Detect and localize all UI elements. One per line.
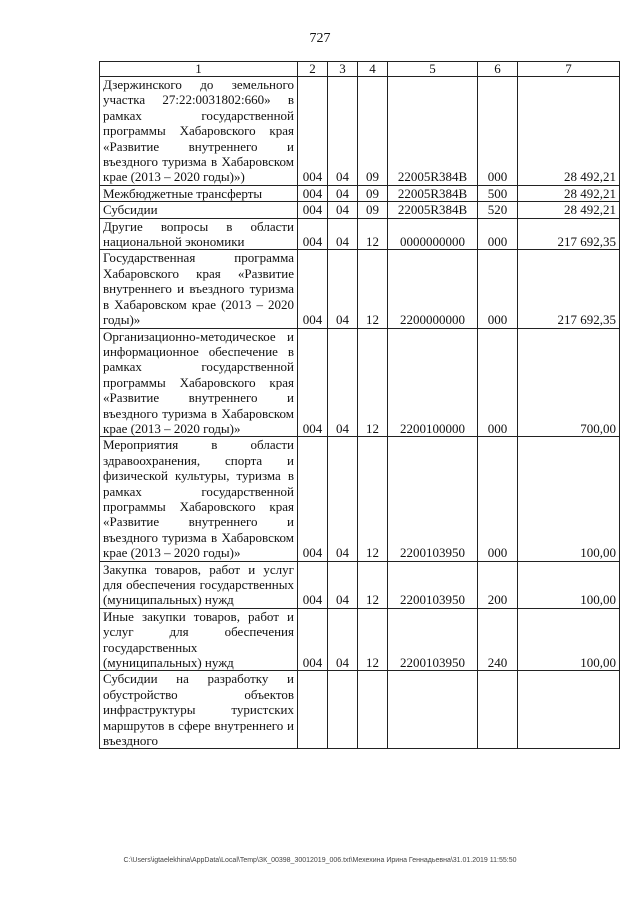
column-header: 4 [358,62,388,77]
row-name: Мероприятия в области здравоохранения, спорта и физической культуры, туризма в рамках государственной программы Хабаровского края «Развитие внутреннего и въездного туризма в Хабаровском крае (2013 – 2020 годы)» [100,437,298,561]
expense-type-code: 520 [478,202,518,218]
table-header-row [100,62,620,77]
amount: 217 692,35 [518,218,620,250]
table-row [100,202,620,218]
subsection-code: 12 [358,437,388,561]
ministry-code: 004 [298,437,328,561]
row-name: Дзержинского до земельного участка 27:22:0031802:660» в рамках государственной программы Хабаровского края «Развитие внутреннего и въездного туризма в Хабаровском крае (2013 – 2020 годы)») [100,77,298,186]
column-header: 5 [388,62,478,77]
target-article-code: 22005R384B [388,202,478,218]
section-code: 04 [328,185,358,201]
table-row [100,608,620,671]
section-code: 04 [328,77,358,186]
column-header: 2 [298,62,328,77]
ministry-code: 004 [298,608,328,671]
table-row [100,77,620,186]
document-footer: C:\Users\igtaelekhina\AppData\Local\Temp\ЗК_00398_30012019_006.txt\Мехехина Ирина Геннадьевна\31.01.2019 11:55:50 [123,857,517,864]
expense-type-code: 240 [478,608,518,671]
ministry-code [298,671,328,749]
amount: 700,00 [518,328,620,437]
section-code [328,671,358,749]
row-name: Закупка товаров, работ и услуг для обеспечения государственных (муниципальных) нужд [100,561,298,608]
section-code: 04 [328,437,358,561]
expense-type-code: 200 [478,561,518,608]
subsection-code: 12 [358,328,388,437]
amount: 28 492,21 [518,202,620,218]
page-number: 727 [309,31,331,46]
ministry-code: 004 [298,77,328,186]
row-name: Иные закупки товаров, работ и услуг для обеспечения государственных (муниципальных) нужд [100,608,298,671]
table-row [100,437,620,561]
target-article-code: 2200000000 [388,250,478,328]
ministry-code: 004 [298,328,328,437]
amount: 28 492,21 [518,77,620,186]
target-article-code: 2200100000 [388,328,478,437]
table-row [100,218,620,250]
amount: 217 692,35 [518,250,620,328]
amount: 100,00 [518,437,620,561]
row-name: Организационно-методическое и информационное обеспечение в рамках государственной программы Хабаровского края «Развитие внутреннего и въездного туризма в Хабаровском крае (2013 – 2020 годы)» [100,328,298,437]
target-article-code: 2200103950 [388,561,478,608]
table-row [100,561,620,608]
row-name: Другие вопросы в области национальной экономики [100,218,298,250]
subsection-code: 12 [358,608,388,671]
subsection-code: 09 [358,77,388,186]
ministry-code: 004 [298,250,328,328]
target-article-code: 2200103950 [388,608,478,671]
ministry-code: 004 [298,561,328,608]
expense-type-code: 000 [478,250,518,328]
column-header: 1 [100,62,298,77]
table-row [100,671,620,749]
section-code: 04 [328,328,358,437]
table-row [100,250,620,328]
section-code: 04 [328,250,358,328]
amount: 100,00 [518,561,620,608]
section-code: 04 [328,202,358,218]
row-name: Государственная программа Хабаровского края «Развитие внутреннего и въездного туризма в Хабаровском крае (2013 – 2020 годы)» [100,250,298,328]
section-code: 04 [328,218,358,250]
column-header: 6 [478,62,518,77]
subsection-code: 09 [358,202,388,218]
table-row [100,328,620,437]
amount: 100,00 [518,608,620,671]
amount: 28 492,21 [518,185,620,201]
ministry-code: 004 [298,185,328,201]
expense-type-code: 500 [478,185,518,201]
expense-type-code: 000 [478,218,518,250]
expense-type-code [478,671,518,749]
table-row [100,185,620,201]
target-article-code: 22005R384B [388,77,478,186]
subsection-code: 12 [358,561,388,608]
target-article-code: 22005R384B [388,185,478,201]
ministry-code: 004 [298,218,328,250]
row-name: Субсидии [100,202,298,218]
target-article-code [388,671,478,749]
subsection-code: 09 [358,185,388,201]
column-header: 3 [328,62,358,77]
target-article-code: 2200103950 [388,437,478,561]
column-header: 7 [518,62,620,77]
row-name: Межбюджетные трансферты [100,185,298,201]
section-code: 04 [328,561,358,608]
expense-type-code: 000 [478,328,518,437]
ministry-code: 004 [298,202,328,218]
subsection-code [358,671,388,749]
budget-table [99,61,620,749]
section-code: 04 [328,608,358,671]
amount [518,671,620,749]
subsection-code: 12 [358,218,388,250]
row-name: Субсидии на разработку и обустройство объектов инфраструктуры туристских маршрутов в сфере внутреннего и въездного [100,671,298,749]
expense-type-code: 000 [478,437,518,561]
target-article-code: 0000000000 [388,218,478,250]
subsection-code: 12 [358,250,388,328]
expense-type-code: 000 [478,77,518,186]
